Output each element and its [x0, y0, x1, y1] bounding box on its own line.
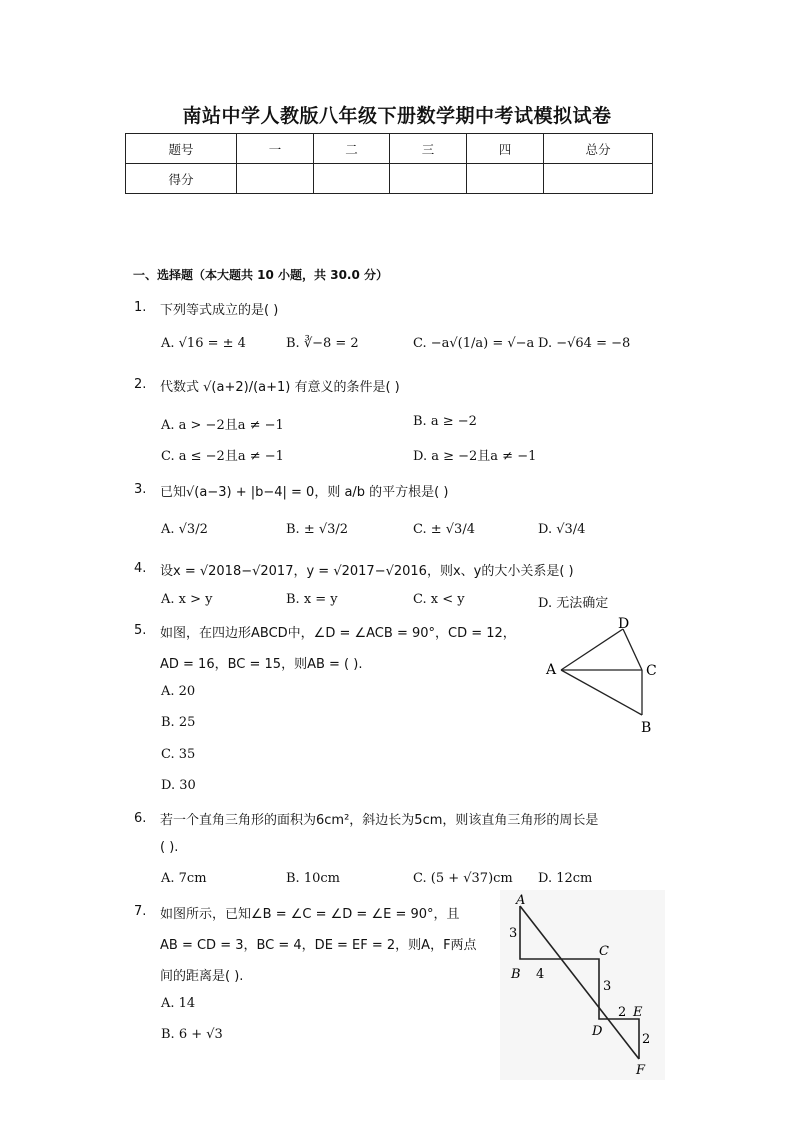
score-row-label: 得分: [126, 164, 237, 194]
vertex-label-a: A: [546, 662, 557, 678]
score-table-row: [126, 164, 653, 194]
length-label-cd: 3: [603, 979, 612, 994]
score-header-cell: 总分: [544, 134, 653, 164]
option-a: A. 14: [161, 996, 196, 1011]
option-a: A. √16 = ± 4: [161, 336, 246, 351]
option-d: D. a ≥ −2且a ≠ −1: [413, 449, 537, 464]
question-stem: 如图，在四边形ABCD中，∠D = ∠ACB = 90°，CD = 12，: [160, 626, 516, 641]
vertex-label-a: A: [516, 893, 526, 908]
question-stem: 若一个直角三角形的面积为6cm²，斜边长为5cm，则该直角三角形的周长是: [160, 813, 599, 828]
length-label-ef: 2: [642, 1032, 651, 1047]
option-c: C. x < y: [413, 592, 465, 607]
option-b: B. a ≥ −2: [413, 414, 477, 429]
zigzag-figure: [500, 890, 665, 1080]
score-header-cell: 三: [390, 134, 467, 164]
score-cell: [314, 164, 390, 194]
vertex-label-d: D: [618, 616, 630, 632]
option-d: D. −√64 = −8: [538, 336, 631, 351]
option-d: D. √3/4: [538, 522, 586, 537]
option-b: B. ± √3/2: [286, 522, 349, 537]
option-d: D. 12cm: [538, 871, 593, 886]
score-cell: [544, 164, 653, 194]
option-c: C. −a√(1/a) = √−a: [413, 336, 535, 351]
question-number: 3.: [134, 482, 147, 497]
question-stem: 如图所示，已知∠B = ∠C = ∠D = ∠E = 90°，且: [160, 907, 460, 922]
question-number: 7.: [134, 904, 147, 919]
question-number: 1.: [134, 300, 147, 315]
question-stem: 设x = √2018−√2017，y = √2017−√2016，则x、y的大小关系是( ): [160, 564, 574, 579]
vertex-label-f: F: [636, 1063, 646, 1078]
question-stem: 下列等式成立的是( ): [160, 303, 279, 318]
vertex-label-b: B: [511, 967, 521, 982]
quadrilateral-figure: [540, 612, 670, 737]
score-cell: [390, 164, 467, 194]
length-label-ab: 3: [509, 926, 518, 941]
option-a: A. 20: [161, 684, 196, 699]
question-number: 5.: [134, 623, 147, 638]
option-a: A. x > y: [161, 592, 213, 607]
vertex-label-d: D: [592, 1024, 603, 1039]
score-cell: [467, 164, 544, 194]
option-c: C. ± √3/4: [413, 522, 475, 537]
exam-title: 南站中学人教版八年级下册数学期中考试模拟试卷: [182, 105, 612, 127]
question-stem: 代数式 √(a+2)/(a+1) 有意义的条件是( ): [160, 380, 400, 395]
score-cell: [237, 164, 314, 194]
question-number: 4.: [134, 561, 147, 576]
section-heading: 一、选择题（本大题共 10 小题，共 30.0 分）: [133, 268, 389, 282]
option-b: B. 25: [161, 715, 196, 730]
score-header-cell: 一: [237, 134, 314, 164]
length-label-de: 2: [618, 1005, 627, 1020]
question-stem: 已知√(a−3) + |b−4| = 0，则 a/b 的平方根是( ): [160, 485, 449, 500]
score-table: [125, 133, 653, 194]
question-stem: ( ).: [160, 840, 179, 855]
option-c: C. (5 + √37)cm: [413, 871, 513, 886]
question-number: 2.: [134, 377, 147, 392]
option-b: B. 10cm: [286, 871, 340, 886]
vertex-label-c: C: [599, 944, 609, 959]
score-header-cell: 二: [314, 134, 390, 164]
option-b: B. 6 + √3: [161, 1027, 223, 1042]
vertex-label-e: E: [633, 1005, 643, 1020]
option-d: D. 无法确定: [538, 596, 609, 611]
option-c: C. 35: [161, 747, 196, 762]
vertex-label-c: C: [646, 663, 657, 679]
score-header-cell: 四: [467, 134, 544, 164]
length-label-bc: 4: [536, 967, 545, 982]
question-stem: AD = 16，BC = 15，则AB = ( ).: [160, 657, 363, 672]
score-table-header-row: [126, 134, 653, 164]
score-header-cell: 题号: [126, 134, 237, 164]
option-d: D. 30: [161, 778, 196, 793]
option-a: A. 7cm: [161, 871, 207, 886]
option-b: B. ∛−8 = 2: [286, 336, 359, 351]
question-number: 6.: [134, 811, 147, 826]
option-a: A. a > −2且a ≠ −1: [161, 418, 284, 433]
option-b: B. x = y: [286, 592, 338, 607]
option-a: A. √3/2: [161, 522, 208, 537]
option-c: C. a ≤ −2且a ≠ −1: [161, 449, 284, 464]
vertex-label-b: B: [641, 720, 652, 736]
question-stem: AB = CD = 3，BC = 4，DE = EF = 2，则A，F两点: [160, 938, 477, 953]
question-stem: 间的距离是( ).: [160, 969, 244, 984]
